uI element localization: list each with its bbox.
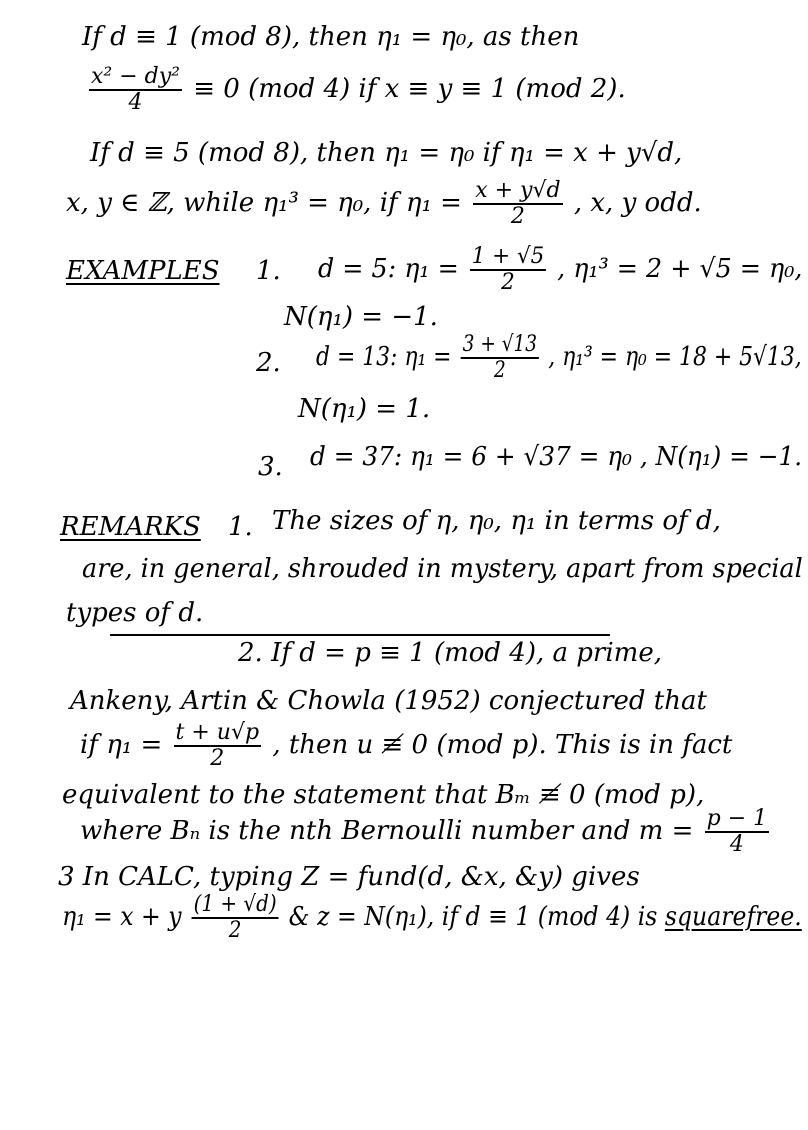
odd-case-text: x, y ∈ ℤ, while η₁³ = η₀, if η₁ = (66, 188, 462, 218)
remark-3-line-1: 3 In CALC, typing Z = fund(d, &x, &y) gives (58, 862, 640, 892)
fraction-denominator: 2 (510, 204, 525, 229)
remark-1-line-2: are, in general, shrouded in mystery, apart from special (82, 554, 803, 584)
remark-2-if: if η₁ = (80, 730, 163, 760)
remark-2-bernoulli: where Bₙ is the nth Bernoulli number and m = (80, 816, 694, 846)
remark-2-line-4: equivalent to the statement that Bₘ ≢ 0 (mod p), (62, 780, 705, 810)
example-1 (318, 246, 802, 294)
remark-2-line-1: 2. If d = p ≡ 1 (mod 4), a prime, (238, 638, 662, 668)
line-congruence (86, 66, 626, 114)
fraction (461, 334, 539, 382)
divider-rule (110, 634, 610, 636)
remark-1-line-1: The sizes of η, η₀, η₁ in terms of d, (272, 506, 721, 536)
fraction-numerator: t + u√p (175, 720, 260, 745)
remark-3-squarefree: squarefree. (664, 902, 802, 932)
line-mod5-case: If d ≡ 5 (mod 8), then η₁ = η₀ if η₁ = x + y√d, (90, 138, 683, 168)
example-1-number: 1. (256, 256, 281, 286)
remark-1-number: 1. (228, 512, 253, 542)
example-2-end: , η₁³ = η₀ = 18 + 5√13, (548, 342, 802, 372)
odd-case-end: , x, y odd. (573, 188, 702, 218)
example-1-start: d = 5: η₁ = (318, 254, 459, 284)
remark-3-start: η₁ = x + y (62, 902, 182, 932)
example-2 (316, 334, 802, 382)
remarks-heading: REMARKS (60, 512, 201, 542)
line-odd-case (66, 180, 702, 228)
fraction (473, 180, 562, 228)
examples-heading: EXAMPLES (66, 256, 220, 286)
fraction-numerator: p − 1 (706, 806, 768, 831)
remark-2-line-3 (80, 722, 732, 770)
remark-2-line-2: Ankeny, Artin & Chowla (1952) conjectured that (70, 686, 707, 716)
remark-2-line-5 (80, 808, 772, 856)
example-1-norm: N(η₁) = −1. (284, 302, 438, 332)
congruence-text: ≡ 0 (mod 4) if x ≡ y ≡ 1 (mod 2). (193, 74, 626, 104)
fraction-denominator: 2 (228, 918, 242, 943)
fraction-denominator: 4 (729, 832, 744, 857)
fraction (192, 894, 279, 942)
fraction-numerator: 3 + √13 (462, 332, 538, 357)
example-3-number: 3. (258, 452, 283, 482)
fraction (174, 722, 262, 770)
line-mod8-case: If d ≡ 1 (mod 8), then η₁ = η₀, as then (82, 22, 580, 52)
remark-2-then: , then u ≢ 0 (mod p). This is in fact (272, 730, 733, 760)
fraction-numerator: x + y√d (475, 178, 561, 203)
fraction-denominator: 2 (501, 270, 515, 295)
fraction-numerator: 1 + √5 (471, 244, 545, 269)
remark-1-line-3: types of d. (66, 598, 204, 628)
example-3: d = 37: η₁ = 6 + √37 = η₀ , N(η₁) = −1. (310, 442, 803, 472)
remark-3-line-2 (62, 894, 802, 942)
example-2-norm: N(η₁) = 1. (298, 394, 431, 424)
fraction (470, 246, 546, 294)
fraction (705, 808, 770, 856)
fraction (89, 66, 182, 114)
fraction-denominator: 4 (128, 90, 143, 115)
fraction-numerator: (1 + √d) (193, 892, 277, 917)
fraction-denominator: 2 (210, 746, 225, 771)
fraction-denominator: 2 (493, 358, 506, 383)
example-2-start: d = 13: η₁ = (316, 342, 452, 372)
example-2-number: 2. (256, 348, 281, 378)
example-1-end: , η₁³ = 2 + √5 = η₀, (557, 254, 803, 284)
fraction-numerator: x² − dy² (91, 64, 180, 89)
remark-3-middle: & z = N(η₁), if d ≡ 1 (mod 4) is (288, 902, 658, 932)
